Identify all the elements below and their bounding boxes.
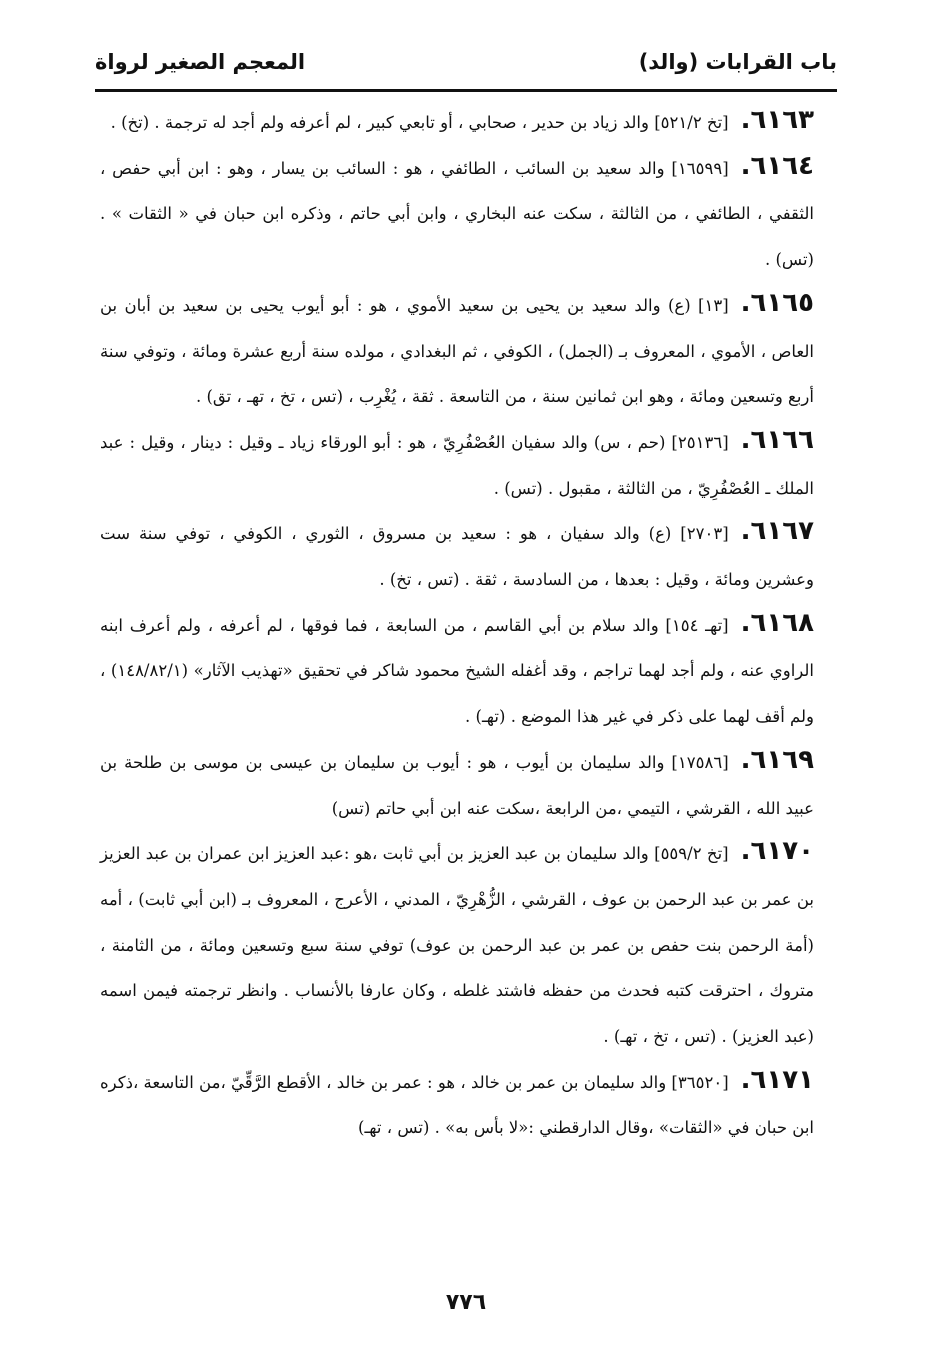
entry — [100, 146, 814, 283]
entry-text: [٣٦٥٢٠] والد سليمان بن عمر بن خالد ، هو : عمر بن خالد ، الأقطع الرَّقِّيّ ،من التاسعة ،ذكره ابن حبان في «الثقات» ،وقال الدارقطني :«لا بأس به» . (تس ، تهـ) — [100, 1072, 814, 1138]
entry — [100, 283, 814, 420]
entry-text: [تخ ٥٥٩/٢] والد سليمان بن عبد العزيز بن أبي ثابت ،هو :عبد العزيز ابن عمران بن عبد العزيز بن عمر بن عبد الرحمن بن عوف ، القرشي ، الزُّهْرِيّ ، المدني ، الأعرج ، المعروف بـ (ابن أبي ثابت) ، أمه (أمة الرحمن بنت حفص بن عمر بن عبد الرحمن بن عوف) توفي سنة سبع وتسعين ومائة ، من الثامنة ، متروك ، احترقت كتبه فحدث من حفظه فاشتد غلطه ، وكان عارفا بالأنساب . وانظر ترجمته فيمن اسمه (عبد العزيز) . (تس ، تخ ، تهـ) . — [100, 844, 814, 1047]
header-rule — [95, 89, 837, 92]
page-number: ٧٧٦ — [445, 1290, 487, 1315]
entry-number: ٦١٦٤. — [740, 150, 814, 181]
entry — [100, 831, 814, 1060]
page-body — [100, 100, 814, 1151]
entry — [100, 740, 814, 831]
entry-number: ٦١٦٩. — [740, 744, 814, 775]
entry-number: ٦١٦٣. — [740, 105, 814, 135]
entry-text: [تهـ ١٥٤] والد سلام بن أبي القاسم ، من السابعة ، فما فوقها ، لم أعرفه ، ولم أعرف ابنه الراوي عنه ، ولم أجد لهما تراجم ، وقد أغفله الشيخ محمود شاكر في تحقيق «تهذيب الآثار» (١٤٨/٨٢/١) ، ولم أقف لهما على ذكر في غير هذا الموضع . (تهـ) . — [100, 615, 814, 727]
entry — [100, 420, 814, 511]
page-header — [95, 38, 837, 86]
entry-number: ٦١٧٠. — [740, 836, 814, 867]
entry-text: [تخ ٥٢١/٢] والد زياد بن حدير ، صحابي ، أو تابعي كبير ، لم أعرفه ولم أجد له ترجمة . (تخ) . — [110, 113, 729, 132]
entry-number: ٦١٦٦. — [740, 424, 814, 455]
entry — [100, 511, 814, 602]
entry-text: [١٧٥٨٦] والد سليمان بن أيوب ، هو : أيوب بن سليمان بن عيسى بن موسى بن طلحة بن عبيد الله ، القرشي ، التيمي ،من الرابعة ،سكت عنه ابن أبي حاتم (تس) — [100, 752, 814, 818]
entry-text: [٢٧٠٣] (ع) والد سفيان ، هو : سعيد بن مسروق ، الثوري ، الكوفي ، توفي سنة ست وعشرين ومائة ، وقيل : بعدها ، من السادسة ، ثقة . (تس ، تخ) . — [100, 524, 814, 590]
entry-number: ٦١٦٥. — [740, 287, 814, 318]
entry — [100, 100, 814, 146]
entry-text: [٢٥١٣٦] (حم ، س) والد سفيان العُصْفُرِيّ ، هو : أبو الورقاء زياد ـ وقيل : دينار ، وقيل : عبد الملك ـ العُصْفُرِيّ ، من الثالثة ، مقبول . (تس) . — [100, 432, 814, 498]
entry-number: ٦١٦٧. — [740, 516, 814, 547]
entry-text: [١٣] (ع) والد سعيد بن يحيى بن سعيد الأموي ، هو : أبو أيوب يحيى بن سعيد بن أبان بن العاص ، الأموي ، المعروف بـ (الجمل) ، الكوفي ، ثم البغدادي ، مولده سنة أربع عشرة ومائة ، وتوفي سنة أربع وتسعين ومائة ، وهو ابن ثمانين سنة ، من التاسعة . ثقة ، يُغْرِب ، (تس ، تخ ، تهـ ، تق) . — [100, 295, 814, 407]
entry — [100, 1060, 814, 1151]
entry-number: ٦١٧١. — [740, 1064, 814, 1095]
book-title: المعجم الصغير لرواة — [95, 50, 306, 74]
entry-number: ٦١٦٨. — [740, 607, 814, 638]
chapter-title: باب القرابات (والد) — [638, 50, 837, 74]
entry-text: [١٦٥٩٩] والد سعيد بن السائب ، الطائفي ، هو : السائب بن يسار ، وهو : ابن أبي حفص ، الثقفي ، الطائفي ، من الثالثة ، سكت عنه البخاري ، وابن أبي حاتم ، وذكره ابن حبان في « الثقات » . (تس) . — [100, 158, 814, 270]
entry — [100, 603, 814, 740]
